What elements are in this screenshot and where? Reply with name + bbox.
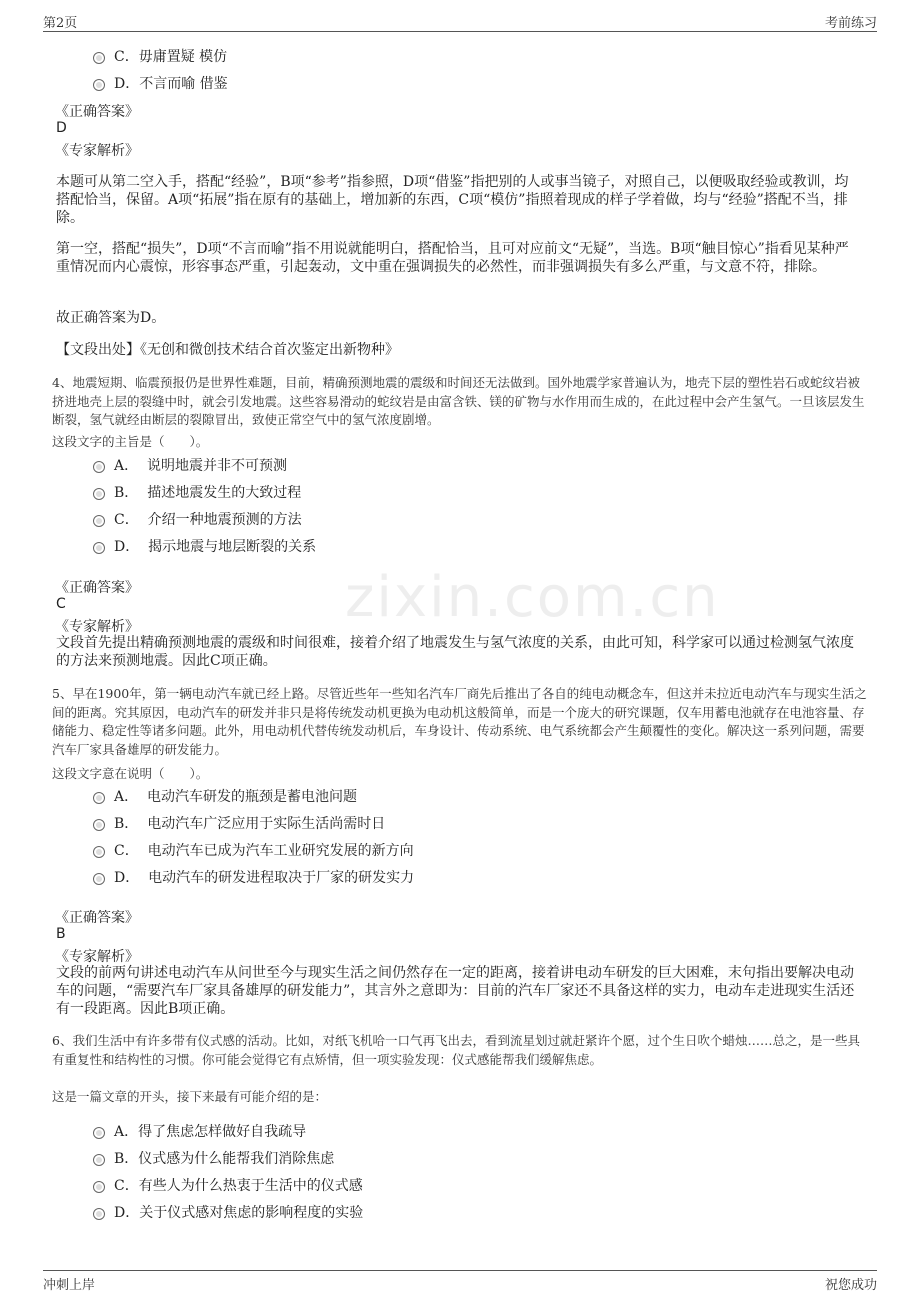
question-stem: 6、我们生活中有许多带有仪式感的活动。比如，对纸飞机哈一口气再飞出去，看到流星划过就赶紧许个愿，过个生日吹个蜡烛……总之，是一些具有重复性和结构性的习惯。你可能会觉得它有点矫情，但一项实验发现：仪式感能帮我们缓解焦虑。 — [52, 1033, 860, 1067]
option-letter: B． — [114, 1151, 139, 1167]
question-prompt: 这是一篇文章的开头，接下来最有可能介绍的是： — [52, 1089, 328, 1104]
footer-left-label: 冲刺上岸 — [43, 1278, 96, 1293]
option-b[interactable] — [93, 1148, 334, 1168]
option-a[interactable] — [93, 786, 357, 806]
option-text: 描述地震发生的大致过程 — [147, 485, 302, 501]
analysis-paragraph: 本题可从第二空入手，搭配“经验”，B项“参考”指参照，D项“借鉴”指把别的人或事当镜子，对照自己，以便吸取经验或教训，均搭配恰当，保留。A项“拓展”指在原有的基础上，增加新的东西，C项“模仿”指照着现成的样子学着做，均与“经验”搭配不当，排除。 — [56, 174, 849, 226]
radio-icon[interactable] — [93, 461, 105, 473]
option-letter: A． — [114, 789, 139, 805]
option-letter: D． — [114, 539, 140, 555]
radio-icon[interactable] — [93, 52, 105, 64]
option-a[interactable] — [93, 455, 287, 475]
radio-icon[interactable] — [93, 488, 105, 500]
question-stem: 4、地震短期、临震预报仍是世界性难题，目前，精确预测地震的震级和时间还无法做到。国外地震学家普遍认为，地壳下层的塑性岩石或蛇纹岩被挤进地壳上层的裂缝中时，就会引发地震。这些容易滑动的蛇纹岩是由富含铁、镁的矿物与水作用而生成的，在此过程中会产生氢气。一旦该层发生断裂，氢气就经由断层的裂隙冒出，致使正常空气中的氢气浓度剧增。 — [52, 375, 865, 427]
option-letter: B． — [114, 485, 139, 501]
source-citation: 【文段出处】《无创和微创技术结合首次鉴定出新物种》 — [56, 342, 399, 358]
option-d[interactable] — [93, 867, 414, 887]
answer-value: B — [56, 926, 66, 942]
header-right-label: 考前练习 — [824, 16, 877, 31]
option-letter: D． — [114, 870, 140, 886]
option-text: 电动汽车的研发进程取决于厂家的研发实力 — [148, 870, 415, 886]
analysis-paragraph: 文段首先提出精确预测地震的震级和时间很难，接着介绍了地震发生与氢气浓度的关系，由此可知，科学家可以通过检测氢气浓度的方法来预测地震。因此C项正确。 — [56, 635, 854, 669]
analysis-label: 《专家解析》 — [55, 949, 139, 965]
option-letter: A． — [114, 1124, 139, 1140]
radio-icon[interactable] — [93, 79, 105, 91]
option-text: 仪式感为什么能帮我们消除焦虑 — [138, 1151, 335, 1167]
answer-label: 《正确答案》 — [55, 910, 139, 926]
analysis-label: 《专家解析》 — [55, 619, 139, 635]
radio-icon[interactable] — [93, 1154, 105, 1166]
option-letter: C． — [114, 512, 139, 528]
option-text: 电动汽车已成为汽车工业研究发展的新方向 — [147, 843, 414, 859]
question-prompt: 这段文字的主旨是（ ）。 — [52, 434, 209, 449]
option-c[interactable] — [93, 509, 302, 529]
option-text: 得了焦虑怎样做好自我疏导 — [138, 1124, 307, 1140]
analysis-paragraph: 文段的前两句讲述电动汽车从问世至今与现实生活之间仍然存在一定的距离，接着讲电动车研发的巨大困难，末句指出要解决电动车的问题，“需要汽车厂家具备雄厚的研发能力”，其言外之意即为：目前的汽车厂家还不具备这样的实力，电动车走进现实生活还有一段距离。因此B项正确。 — [56, 965, 855, 1017]
analysis-conclusion: 故正确答案为D。 — [56, 310, 166, 326]
option-letter: C． — [114, 49, 139, 65]
option-text: 不言而喻 借鉴 — [139, 76, 228, 92]
answer-label: 《正确答案》 — [55, 580, 139, 596]
radio-icon[interactable] — [93, 542, 105, 554]
radio-icon[interactable] — [93, 792, 105, 804]
option-letter: D． — [114, 1205, 140, 1221]
option-text: 电动汽车广泛应用于实际生活尚需时日 — [147, 816, 386, 832]
option-b[interactable] — [93, 813, 385, 833]
watermark: zixin.com.cn — [345, 565, 720, 630]
analysis-label: 《专家解析》 — [55, 143, 139, 159]
option-text: 说明地震并非不可预测 — [147, 458, 288, 474]
option-c[interactable] — [93, 840, 414, 860]
option-text: 电动汽车研发的瓶颈是蓄电池问题 — [147, 789, 358, 805]
page-number: 第2页 — [43, 16, 78, 31]
option-b[interactable] — [93, 482, 301, 502]
option-d[interactable] — [93, 536, 316, 556]
radio-icon[interactable] — [93, 846, 105, 858]
radio-icon[interactable] — [93, 819, 105, 831]
footer-rule — [43, 1270, 877, 1271]
option-letter: D． — [114, 76, 140, 92]
radio-icon[interactable] — [93, 1127, 105, 1139]
radio-icon[interactable] — [93, 1181, 105, 1193]
option-letter: C． — [114, 843, 139, 859]
option-text: 关于仪式感对焦虑的影响程度的实验 — [139, 1205, 364, 1221]
option-d[interactable] — [93, 1202, 363, 1222]
option-d[interactable] — [93, 73, 228, 93]
radio-icon[interactable] — [93, 873, 105, 885]
radio-icon[interactable] — [93, 515, 105, 527]
option-letter: C． — [114, 1178, 139, 1194]
question-prompt: 这段文字意在说明（ ）。 — [52, 766, 209, 781]
option-text: 有些人为什么热衷于生活中的仪式感 — [138, 1178, 363, 1194]
answer-label: 《正确答案》 — [55, 104, 139, 120]
option-letter: B． — [114, 816, 139, 832]
analysis-paragraph: 第一空，搭配“损失”，D项“不言而喻”指不用说就能明白，搭配恰当，且可对应前文“无疑”，当选。B项“触目惊心”指看见某种严重情况而内心震惊，形容事态严重，引起轰动，文中重在强调损失的必然性，而非强调损失有多么严重，与文意不符，排除。 — [56, 241, 849, 275]
question-stem: 5、早在1900年，第一辆电动汽车就已经上路。尽管近些年一些知名汽车厂商先后推出了各自的纯电动概念车，但这并未拉近电动汽车与现实生活之间的距离。究其原因，电动汽车的研发并非只是将传统发动机更换为电动机这般简单，而是一个庞大的研究课题，仅车用蓄电池就存在电池容量、存储能力、稳定性等诸多问题。此外，用电动机代替传统发动机后，车身设计、传动系统、电气系统都会产生颠覆性的变化。解决这一系列问题，需要汽车厂家具备雄厚的研发能力。 — [52, 686, 867, 757]
header-rule — [43, 31, 877, 32]
option-text: 介绍一种地震预测的方法 — [147, 512, 302, 528]
option-a[interactable] — [93, 1121, 306, 1141]
radio-icon[interactable] — [93, 1208, 105, 1220]
option-letter: A． — [114, 458, 139, 474]
option-c[interactable] — [93, 1175, 363, 1195]
answer-value: D — [56, 120, 67, 136]
option-text: 毋庸置疑 模仿 — [138, 49, 228, 65]
footer-right-label: 祝您成功 — [824, 1278, 877, 1293]
option-text: 揭示地震与地层断裂的关系 — [148, 539, 317, 555]
option-c[interactable] — [93, 46, 227, 66]
answer-value: C — [56, 596, 66, 612]
